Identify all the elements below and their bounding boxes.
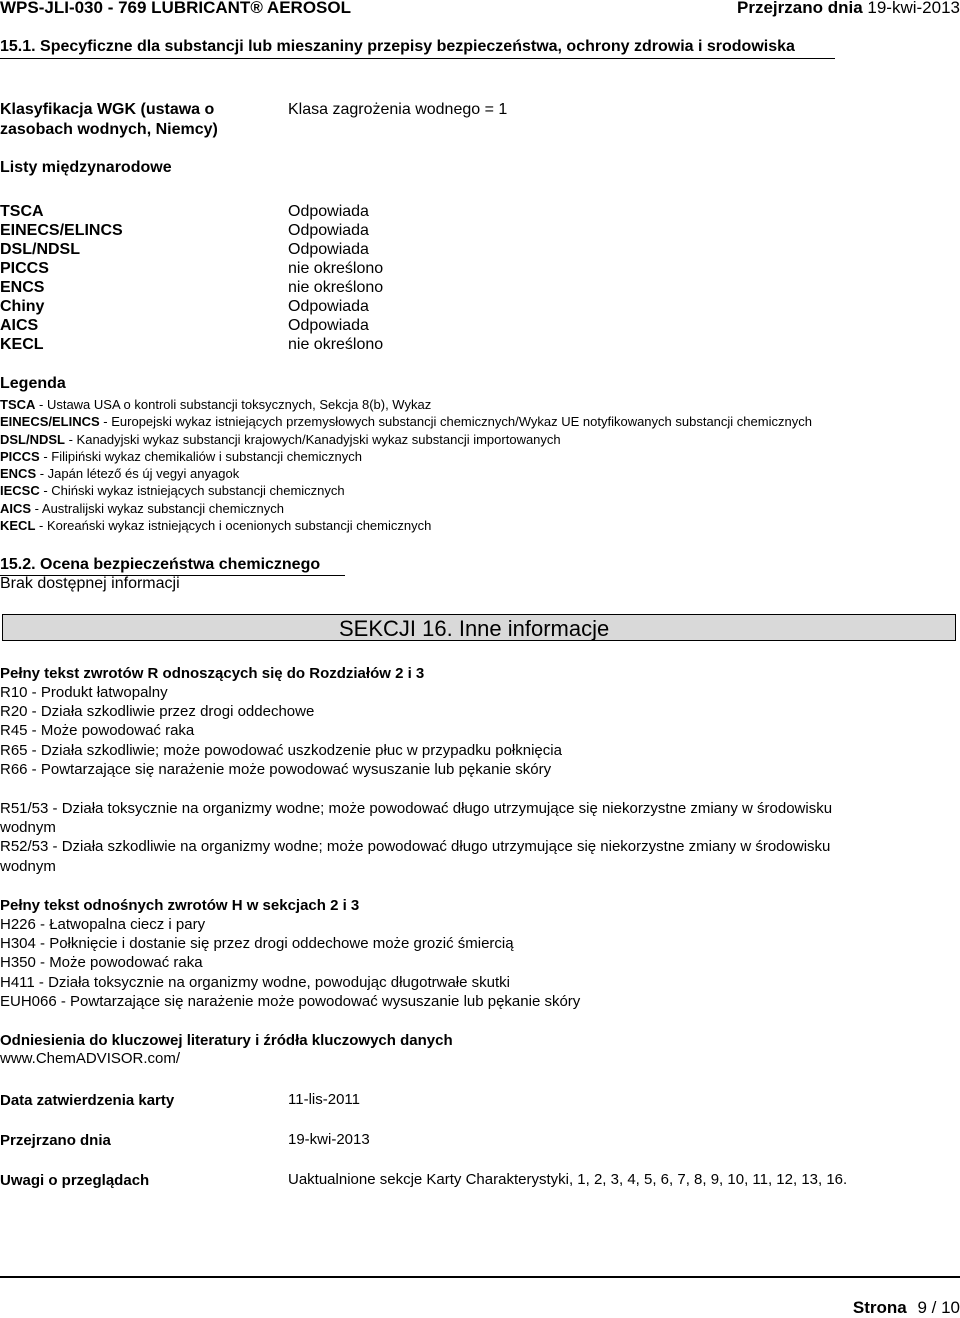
r-combined-line: wodnym [0, 819, 56, 837]
inventory-status: Odpowiada [288, 203, 369, 220]
references-title: Odniesienia do kluczowej literatury i źródła kluczowych danych [0, 1032, 453, 1049]
section-15-2-title: 15.2. Ocena bezpieczeństwa chemicznego [0, 556, 321, 573]
inventory-statuses [288, 202, 383, 354]
r-combined-list [0, 799, 832, 876]
revision-header-label: Przejrzano dnia [737, 0, 863, 17]
inventory-name: AICS [0, 317, 39, 334]
h-phrase: H411 - Działa toksycznie na organizmy wodne, powodując długotrwałe skutki [0, 973, 510, 991]
legend-item: KECL - Koreański wykaz istniejących i ocenionych substancji chemicznych [0, 518, 432, 534]
references-value: www.ChemADVISOR.com/ [0, 1050, 181, 1067]
legend-title: Legenda [0, 375, 66, 392]
legend-item: TSCA - Ustawa USA o kontroli substancji toksycznych, Sekcja 8(b), Wykaz [0, 397, 432, 412]
r-phrase: R66 - Powtarzające się narażenie może powodować wysuszanie lub pękanie skóry [0, 760, 552, 778]
inventory-name: Chiny [0, 298, 45, 315]
r-phrases-list [0, 683, 562, 779]
page-number [853, 1298, 960, 1318]
page-value: 9 / 10 [917, 1298, 960, 1317]
footer-rule [0, 1276, 960, 1278]
r-phrase: R10 - Produkt łatwopalny [0, 684, 168, 701]
revision-notes-value: Uaktualnione sekcje Karty Charakterystyki, 1, 2, 3, 4, 5, 6, 7, 8, 9, 10, 11, 12, 13, 16. [288, 1171, 848, 1188]
inventory-name: EINECS/ELINCS [0, 222, 123, 239]
document-product-title: WPS-JLI-030 - 769 LUBRICANT® AEROSOL [0, 0, 351, 17]
approval-date-value: 11-lis-2011 [288, 1091, 360, 1108]
section-16-banner [2, 614, 956, 641]
r-combined-line: R51/53 - Działa toksycznie na organizmy wodne; może powodować długo utrzymujące się niekorzystne zmiany w środowisku [0, 800, 833, 817]
h-phrases-list [0, 915, 580, 1011]
h-phrase: H226 - Łatwopalna ciecz i pary [0, 916, 206, 933]
section-15-1-underline [0, 58, 835, 59]
r-combined-line: wodnym [0, 857, 56, 875]
inventory-name: DSL/NDSL [0, 241, 80, 258]
inventory-name: KECL [0, 336, 44, 353]
section-15-2-text: Brak dostępnej informacji [0, 575, 180, 592]
r-phrase: R20 - Działa szkodliwie przez drogi oddechowe [0, 703, 315, 721]
revised-date-label: Przejrzano dnia [0, 1132, 111, 1149]
legend-list [0, 396, 812, 534]
h-phrases-title: Pełny tekst odnośnych zwrotów H w sekcjach 2 i 3 [0, 897, 360, 914]
legend-item: PICCS - Filipiński wykaz chemikaliów i substancji chemicznych [0, 448, 362, 464]
inventory-status: Odpowiada [288, 298, 369, 315]
legend-item: IECSC - Chiński wykaz istniejących substancji chemicznych [0, 483, 345, 499]
approval-date-label: Data zatwierdzenia karty [0, 1092, 175, 1109]
inventory-names [0, 202, 123, 354]
revised-date-value: 19-kwi-2013 [288, 1131, 370, 1148]
inventory-status: Odpowiada [288, 241, 369, 258]
inventory-name: PICCS [0, 260, 49, 277]
legend-item: AICS - Australijski wykaz substancji chemicznych [0, 500, 284, 516]
h-phrase: H350 - Może powodować raka [0, 954, 203, 972]
r-combined-line: R52/53 - Działa szkodliwie na organizmy wodne; może powodować długo utrzymujące się niekorzystne zmiany w środowisku [0, 838, 831, 856]
wgk-value: Klasa zagrożenia wodnego = 1 [288, 101, 508, 118]
legend-item: ENCS - Japán létező és új vegyi anyagok [0, 466, 240, 482]
r-phrase: R65 - Działa szkodliwie; może powodować uszkodzenie płuc w przypadku połknięcia [0, 741, 562, 759]
inventory-status: Odpowiada [288, 317, 369, 334]
section-15-1-title: 15.1. Specyficzne dla substancji lub mieszaniny przepisy bezpieczeństwa, ochrony zdrowia i srodowiska [0, 38, 795, 55]
r-phrase: R45 - Może powodować raka [0, 722, 195, 740]
legend-item: DSL/NDSL - Kanadyjski wykaz substancji krajowych/Kanadyjski wykaz substancji importowanych [0, 431, 561, 447]
inventory-status: nie określono [288, 279, 384, 296]
wgk-label: Klasyfikacja WGK (ustawa o zasobach wodnych, Niemcy) [0, 101, 218, 138]
h-phrase: EUH066 - Powtarzające się narażenie może powodować wysuszanie lub pękanie skóry [0, 992, 581, 1010]
inventory-status: Odpowiada [288, 222, 369, 239]
inventory-status: nie określono [288, 336, 384, 353]
revision-header-date: 19-kwi-2013 [867, 0, 960, 17]
international-lists-label: Listy międzynarodowe [0, 159, 172, 176]
h-phrase: H304 - Połknięcie i dostanie się przez drogi oddechowe może grozić śmiercią [0, 935, 514, 953]
legend-item: EINECS/ELINCS - Europejski wykaz istniejących przemysłowych substancji chemicznych/Wykaz UE notyfikowanych substancji chemicznych [0, 414, 812, 430]
page-label: Strona [852, 1298, 907, 1317]
inventory-name: ENCS [0, 279, 45, 296]
revision-notes-label: Uwagi o przeglądach [0, 1172, 150, 1189]
r-phrases-title: Pełny tekst zwrotów R odnoszących się do Rozdziałów 2 i 3 [0, 665, 425, 682]
inventory-name: TSCA [0, 203, 44, 220]
inventory-status: nie określono [288, 260, 384, 277]
document-revision-header [737, 0, 960, 18]
section-16-title: SEKCJI 16. Inne informacje [339, 616, 610, 641]
